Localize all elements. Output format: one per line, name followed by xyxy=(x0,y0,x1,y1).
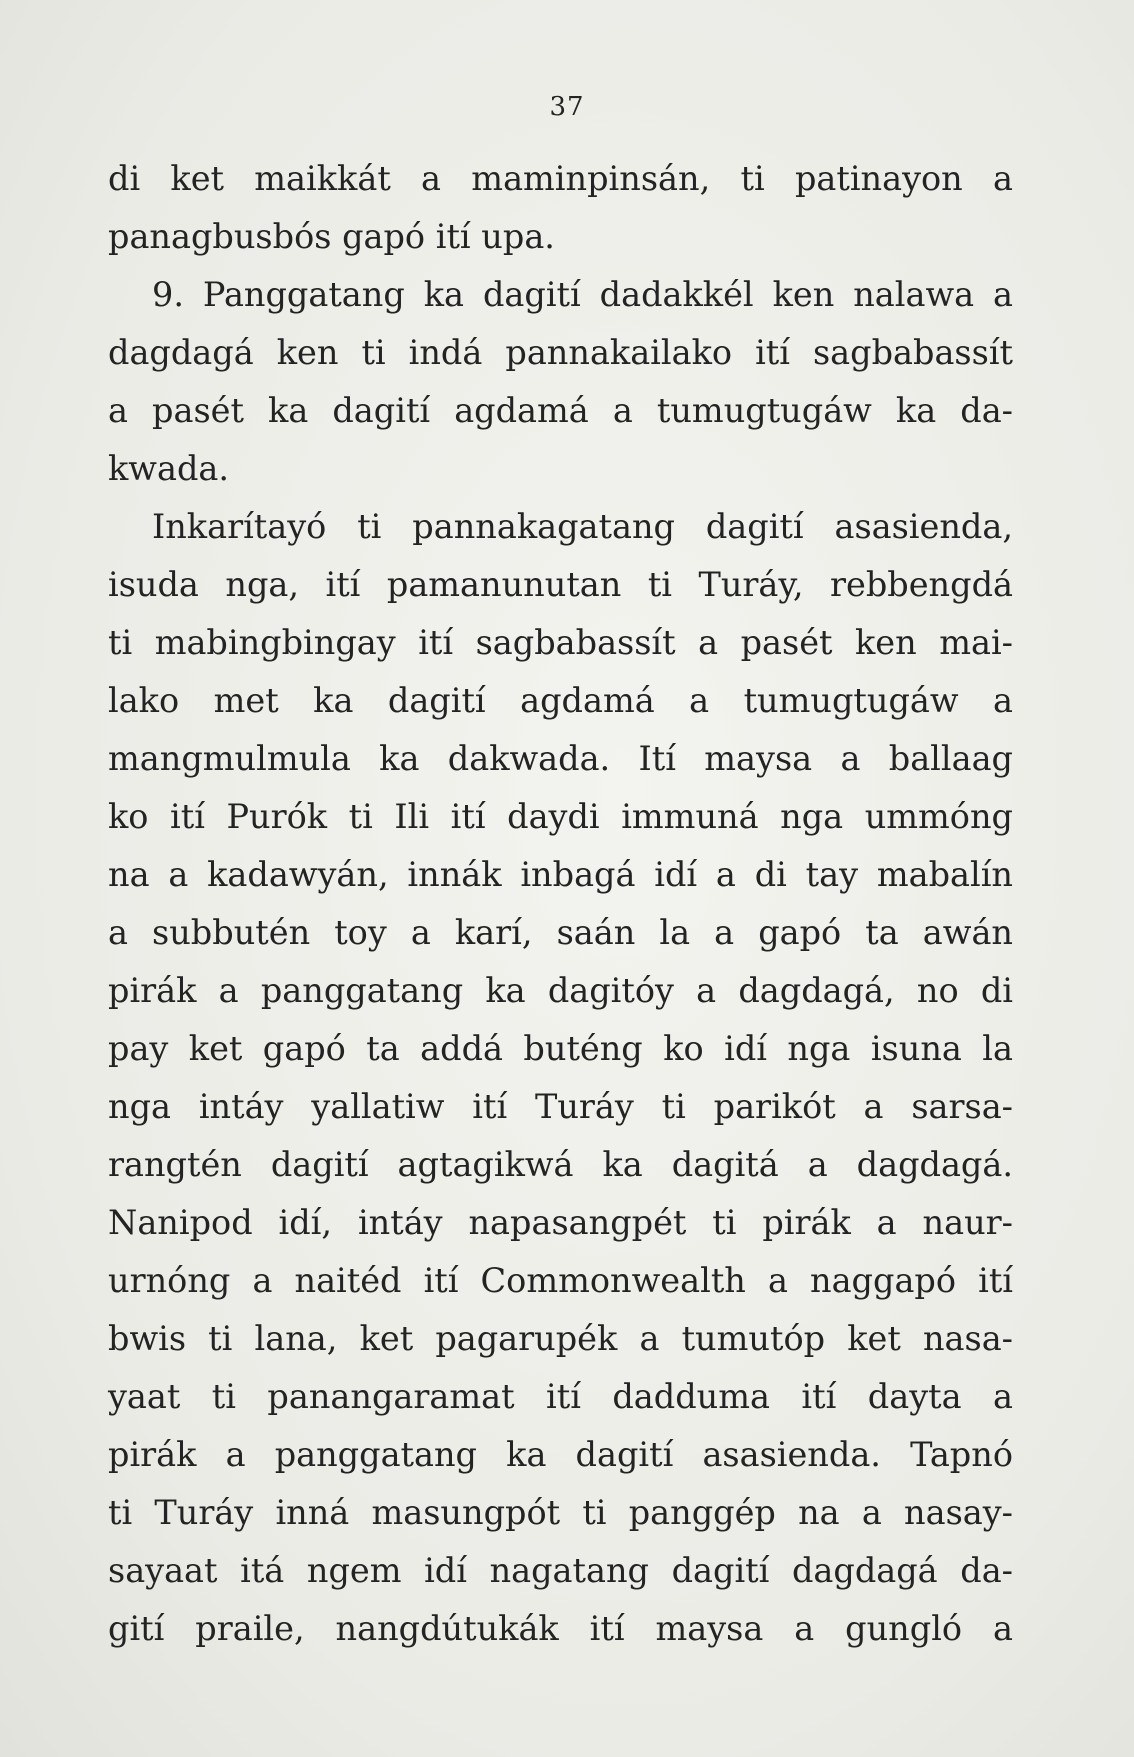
text-line: ti Turáy inná masungpót ti panggép na a nasay- xyxy=(108,1493,1013,1532)
text-line: yaat ti panangaramat ití dadduma ití dayta a xyxy=(108,1377,1013,1416)
text-line: dagdagá ken ti indá pannakailako ití sagbabassít xyxy=(108,333,1013,372)
text-line: urnóng a naitéd ití Commonwealth a naggapó ití xyxy=(108,1261,1013,1300)
text-line: 9. Panggatang ka dagití dadakkél ken nalawa a xyxy=(152,275,1013,314)
text-line: a pasét ka dagití agdamá a tumugtugáw ka da- xyxy=(108,391,1013,430)
text-line: di ket maikkát a maminpinsán, ti patinayon a xyxy=(108,159,1013,198)
page-number: 37 xyxy=(549,92,585,122)
text-line: pay ket gapó ta addá buténg ko idí nga isuna la xyxy=(108,1029,1013,1068)
text-line: pirák a panggatang ka dagitóy a dagdagá, no di xyxy=(108,971,1013,1010)
text-line: ti mabingbingay ití sagbabassít a pasét ken mai- xyxy=(108,623,1013,662)
text-line: panagbusbós gapó ití upa. xyxy=(108,217,555,256)
text-line: ko ití Purók ti Ili ití daydi immuná nga ummóng xyxy=(108,797,1013,836)
text-line: Inkarítayó ti pannakagatang dagití asasienda, xyxy=(152,507,1013,546)
text-line: Nanipod idí, intáy napasangpét ti pirák a naur- xyxy=(108,1203,1013,1242)
body-text xyxy=(108,150,1013,1658)
text-line: mangmulmula ka dakwada. Ití maysa a ballaag xyxy=(108,739,1013,778)
text-line: a subbutén toy a karí, saán la a gapó ta awán xyxy=(108,913,1013,952)
text-line: na a kadawyán, innák inbagá idí a di tay mabalín xyxy=(108,855,1013,894)
text-line: bwis ti lana, ket pagarupék a tumutóp ket nasa- xyxy=(108,1319,1013,1358)
text-line: sayaat itá ngem idí nagatang dagití dagdagá da- xyxy=(108,1551,1013,1590)
text-line: kwada. xyxy=(108,449,230,488)
text-line: rangtén dagití agtagikwá ka dagitá a dagdagá. xyxy=(108,1145,1013,1184)
text-line: lako met ka dagití agdamá a tumugtugáw a xyxy=(108,681,1013,720)
text-line: pirák a panggatang ka dagití asasienda. Tapnó xyxy=(108,1435,1013,1474)
text-line: nga intáy yallatiw ití Turáy ti parikót a sarsa- xyxy=(108,1087,1013,1126)
text-line: isuda nga, ití pamanunutan ti Turáy, rebbengdá xyxy=(108,565,1013,604)
text-line: gití praile, nangdútukák ití maysa a gungló a xyxy=(108,1609,1013,1648)
